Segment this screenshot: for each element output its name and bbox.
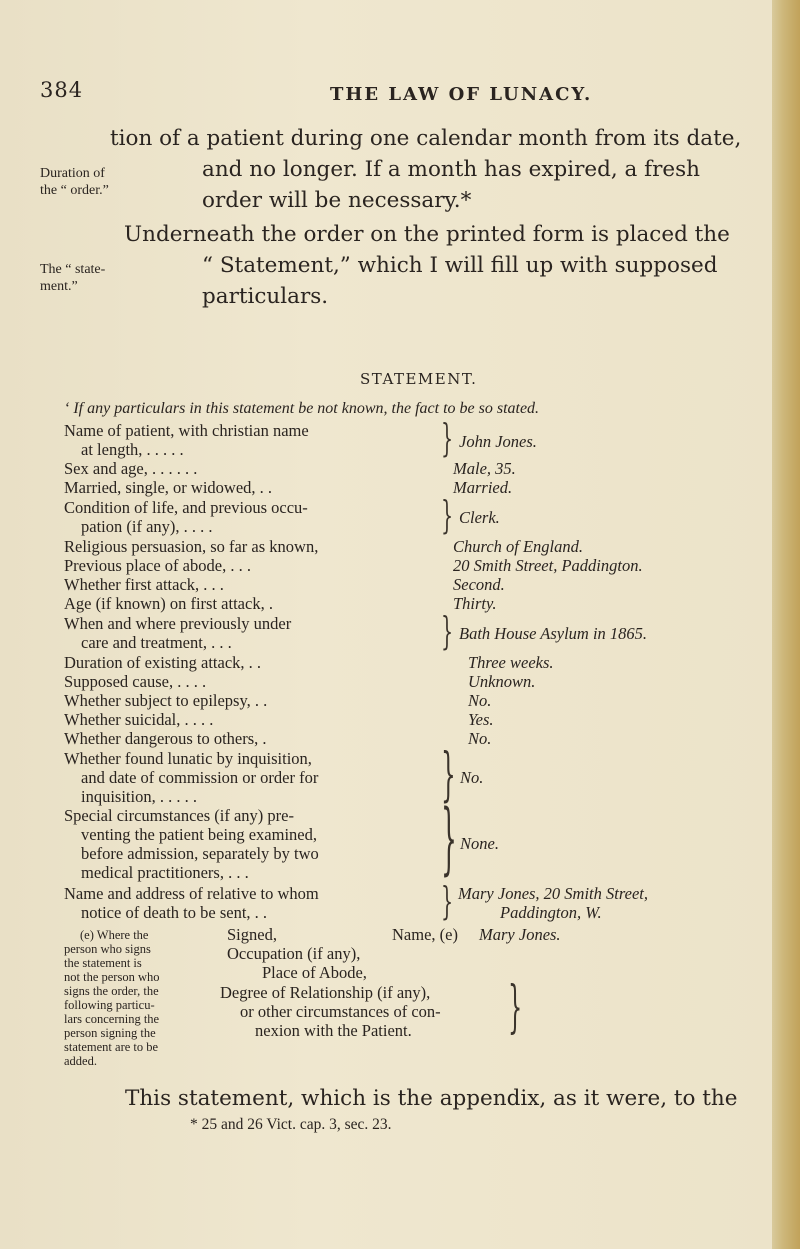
row-value-first-attack: Second.: [453, 575, 505, 594]
para1-line-1: tion of a patient during one calendar month from its date,: [110, 126, 742, 151]
row-value-previous-care: Bath House Asylum in 1865.: [459, 624, 648, 643]
signature-line: Occupation (if any),: [227, 944, 361, 963]
row-label: [64, 498, 308, 536]
page-edge: [772, 0, 800, 1249]
row-value-cause: Unknown.: [468, 672, 536, 691]
note-line: person signing the: [64, 1026, 156, 1040]
para2-line-2: “ Statement,” which I will fill up with supposed: [202, 253, 718, 278]
page-number: 384: [40, 78, 84, 102]
row-value-special: None.: [460, 834, 499, 853]
margin-note-line: ment.”: [40, 279, 78, 294]
row-label: Whether dangerous to others, .: [64, 729, 267, 748]
label-line: medical practitioners, . . .: [81, 863, 249, 882]
row-label: [64, 614, 291, 652]
label-line: at length, . . . . .: [81, 440, 184, 459]
closing-line: This statement, which is the appendix, as it were, to the: [125, 1086, 738, 1111]
row-value-marital: Married.: [453, 478, 513, 497]
signed-label: Signed,: [227, 925, 277, 944]
footnote: * 25 and 26 Vict. cap. 3, sec. 23.: [190, 1116, 392, 1133]
note-e: [64, 928, 159, 1068]
note-line: added.: [64, 1054, 97, 1068]
label-line: and date of commission or order for: [81, 768, 319, 787]
statement-instruction: ‘ If any particulars in this statement be not known, the fact to be so stated.: [64, 400, 540, 417]
running-title: THE LAW OF LUNACY.: [330, 84, 593, 105]
row-value-occupation: Clerk.: [459, 508, 500, 527]
note-line: not the person who: [64, 970, 160, 984]
row-label: Whether subject to epilepsy, . .: [64, 691, 268, 710]
margin-note-line: The “ state-: [40, 262, 106, 277]
note-line: following particu-: [64, 998, 155, 1012]
signature-line: nexion with the Patient.: [255, 1021, 412, 1040]
note-line: person who signs: [64, 942, 151, 956]
note-line: (e) Where the: [80, 928, 149, 942]
row-value-sex-age: Male, 35.: [453, 459, 516, 478]
label-line: pation (if any), . . . .: [81, 517, 213, 536]
row-label: Age (if known) on first attack, .: [64, 594, 273, 613]
label-line: notice of death to be sent, . .: [81, 903, 268, 922]
row-value-suicidal: Yes.: [468, 710, 494, 729]
margin-note-duration: [40, 165, 109, 199]
name-label: Name, (e): [392, 925, 458, 944]
note-line: lars concerning the: [64, 1012, 160, 1026]
label-line: Name and address of relative to whom: [64, 884, 319, 903]
brace-icon: }: [441, 879, 454, 923]
row-value-dangerous: No.: [468, 729, 492, 748]
row-value-abode: 20 Smith Street, Paddington.: [453, 556, 643, 575]
label-line: care and treatment, . . .: [81, 633, 232, 652]
para1-line-2: and no longer. If a month has expired, a fresh: [202, 157, 701, 182]
note-line: statement are to be: [64, 1040, 159, 1054]
label-line: Special circumstances (if any) pre-: [64, 806, 294, 825]
row-label: Previous place of abode, . . .: [64, 556, 251, 575]
row-value-age-first: Thirty.: [453, 594, 497, 613]
note-line: the statement is: [64, 956, 142, 970]
margin-note-line: the “ order.”: [40, 183, 109, 198]
row-label: [64, 749, 318, 806]
label-line: Condition of life, and previous occu-: [64, 498, 308, 517]
label-line: Whether found lunatic by inquisition,: [64, 749, 312, 768]
row-value-name: John Jones.: [459, 432, 537, 451]
row-label: Duration of existing attack, . .: [64, 653, 262, 672]
row-value-epilepsy: No.: [468, 691, 492, 710]
label-line: When and where previously under: [64, 614, 292, 633]
label-line: before admission, separately by two: [81, 844, 319, 863]
para2-line-3: particulars.: [202, 284, 329, 309]
label-line: venting the patient being examined,: [81, 825, 317, 844]
row-label: Sex and age, . . . . . .: [64, 459, 198, 478]
signature-line: Place of Abode,: [262, 963, 367, 982]
row-label: [64, 421, 309, 459]
para2-line-1: Underneath the order on the printed form is placed the: [124, 222, 730, 247]
brace-icon: }: [441, 609, 454, 653]
signature-line: Degree of Relationship (if any),: [220, 983, 431, 1002]
statement-heading: STATEMENT.: [360, 370, 478, 388]
signature-line: or other circumstances of con-: [240, 1002, 441, 1021]
row-label: [64, 806, 319, 882]
row-label: Supposed cause, . . . .: [64, 672, 207, 691]
margin-note-statement: [40, 261, 105, 295]
label-line: Name of patient, with christian name: [64, 421, 309, 440]
row-value-inquisition: No.: [460, 768, 484, 787]
margin-note-line: Duration of: [40, 166, 105, 181]
row-label: Whether suicidal, . . . .: [64, 710, 214, 729]
row-label: Whether first attack, . . .: [64, 575, 224, 594]
brace-icon: }: [441, 493, 454, 537]
brace-icon: }: [508, 975, 523, 1040]
row-label: Married, single, or widowed, . .: [64, 478, 273, 497]
row-value-relative: [458, 884, 648, 922]
brace-icon: }: [441, 416, 454, 460]
name-value: Mary Jones.: [479, 925, 561, 944]
note-line: signs the order, the: [64, 984, 159, 998]
brace-icon: }: [441, 794, 457, 884]
para1-line-3: order will be necessary.*: [202, 188, 472, 213]
brace-icon: }: [441, 740, 456, 808]
value-line: Paddington, W.: [500, 903, 602, 922]
row-label: Religious persuasion, so far as known,: [64, 537, 319, 556]
row-label: [64, 884, 319, 922]
row-value-religion: Church of England.: [453, 537, 584, 556]
label-line: inquisition, . . . . .: [81, 787, 197, 806]
value-line: Mary Jones, 20 Smith Street,: [458, 884, 649, 903]
row-value-duration: Three weeks.: [468, 653, 554, 672]
